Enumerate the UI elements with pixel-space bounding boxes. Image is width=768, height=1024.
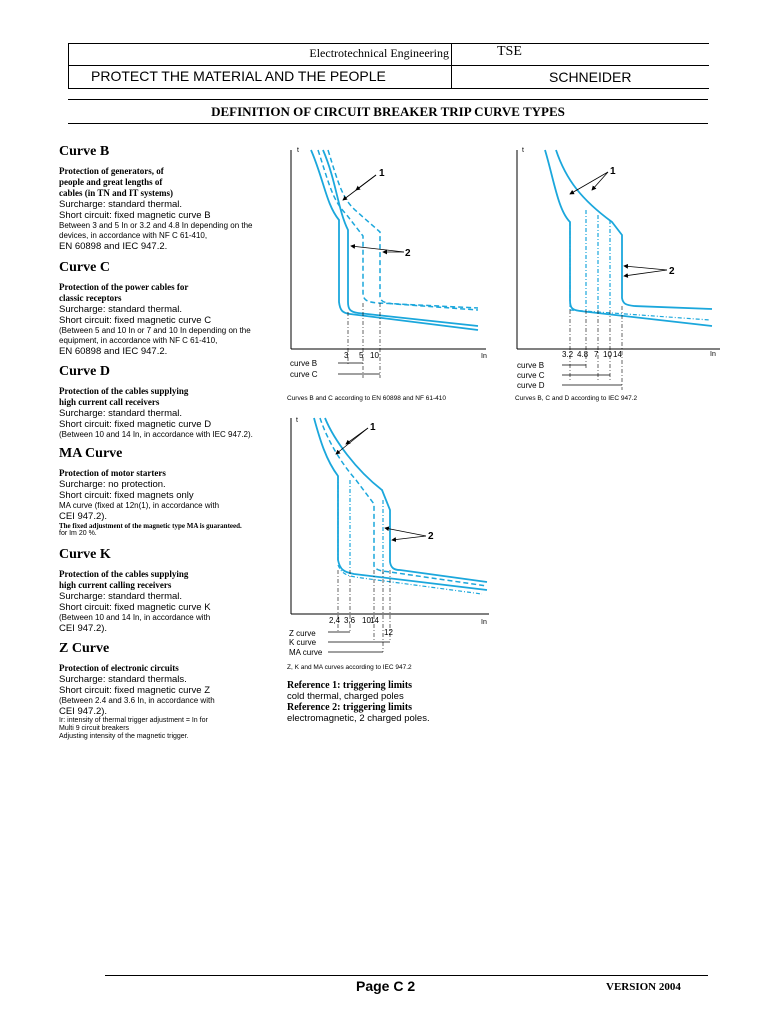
title-rule xyxy=(68,99,708,100)
callout-arrow xyxy=(385,528,426,536)
section-sub: Protection of generators, of xyxy=(59,166,164,176)
x-tick: 10 xyxy=(603,350,612,359)
x-tick: 14 xyxy=(613,350,622,359)
section-small: devices, in accordance with NF C 61-410, xyxy=(59,231,208,240)
section-small: equipment, in accordance with NF C 61-410, xyxy=(59,336,218,345)
section-line: Short circuit: fixed magnetic curve K xyxy=(59,602,211,613)
section-line: Short circuit: fixed magnetic curve B xyxy=(59,210,211,221)
section-small: (Between 10 and 14 In, in accordance with IEC 947.2). xyxy=(59,430,253,439)
x-tick: 5 xyxy=(359,351,364,360)
curve-range-label: curve C xyxy=(517,371,545,380)
callout-label: 2 xyxy=(405,248,411,259)
curve-range-label: curve B xyxy=(517,361,545,370)
reference-block xyxy=(287,680,430,724)
trip-curve-diagram-bc xyxy=(280,140,500,385)
section-line: Surcharge: standard thermal. xyxy=(59,591,183,602)
section-line: Surcharge: no protection. xyxy=(59,479,166,490)
trip-curve-diagram-bcd xyxy=(510,140,725,395)
page-number: Page C 2 xyxy=(356,978,416,994)
diagram-caption: Curves B and C according to EN 60898 and NF 61-410 xyxy=(287,395,446,402)
curve-range-label: curve C xyxy=(290,370,318,379)
section-line: EN 60898 and IEC 947.2. xyxy=(59,346,168,357)
section-line: Surcharge: standard thermal. xyxy=(59,199,183,210)
footer-rule xyxy=(105,975,708,976)
section-curve-d xyxy=(59,363,289,440)
curve-c-min xyxy=(318,150,478,308)
curve-b-min xyxy=(323,150,478,326)
section-sub: high current call receivers xyxy=(59,397,160,407)
callout-arrow xyxy=(343,175,376,200)
trip-curve-diagram-zkma xyxy=(282,410,502,660)
section-line: Short circuit: fixed magnets only xyxy=(59,490,194,501)
section-curve-z xyxy=(59,640,289,741)
diagram-caption: Z, K and MA curves according to IEC 947.2 xyxy=(287,664,412,671)
section-small: (Between 10 and 14 In, in accordance with xyxy=(59,613,211,622)
header-divider xyxy=(451,44,452,88)
section-sub: Protection of the cables supplying xyxy=(59,569,189,579)
header-divider xyxy=(69,65,709,66)
title-rule xyxy=(68,123,708,124)
curve-k-max xyxy=(325,418,487,582)
curve-range-label: Z curve xyxy=(289,629,316,638)
section-footnote: for Im 20 %. xyxy=(59,530,97,537)
curve-range-label: MA curve xyxy=(289,648,323,657)
section-line: Surcharge: standard thermal. xyxy=(59,408,183,419)
section-heading: Curve K xyxy=(59,547,111,562)
section-sub: classic receptors xyxy=(59,293,122,303)
section-sub: Protection of the cables supplying xyxy=(59,386,189,396)
section-sub: Protection of the power cables for xyxy=(59,282,189,292)
section-heading: Curve D xyxy=(59,364,110,379)
y-axis-label: t xyxy=(296,417,298,424)
curve-range-label: K curve xyxy=(289,638,317,647)
diagram-caption: Curves B, C and D according to IEC 947.2 xyxy=(515,395,638,402)
header-code: TSE xyxy=(497,44,522,59)
callout-label: 1 xyxy=(370,422,376,433)
x-tick: 12 xyxy=(384,628,393,637)
x-axis-label: In xyxy=(481,619,487,626)
x-tick: 10 xyxy=(370,351,379,360)
curve-range-label: curve D xyxy=(517,381,545,390)
curve-c-max xyxy=(328,150,478,310)
section-heading: Z Curve xyxy=(59,641,110,656)
callout-label: 2 xyxy=(669,266,675,277)
curve-k-min xyxy=(320,418,487,586)
callout-arrow xyxy=(570,172,608,194)
section-line: Short circuit: fixed magnetic curve Z xyxy=(59,685,210,696)
version-label: VERSION 2004 xyxy=(606,981,681,993)
section-heading: MA Curve xyxy=(59,446,123,461)
section-line: CEI 947.2). xyxy=(59,706,108,717)
section-heading: Curve C xyxy=(59,260,110,275)
section-line: CEI 947.2). xyxy=(59,623,108,634)
section-curve-ma xyxy=(59,445,289,538)
x-tick: 3,6 xyxy=(344,616,356,625)
section-line: Surcharge: standard thermal. xyxy=(59,304,183,315)
curve-z-tail xyxy=(338,565,482,594)
section-line: EN 60898 and IEC 947.2. xyxy=(59,241,168,252)
section-curve-b xyxy=(59,143,289,252)
section-sub: high current calling receivers xyxy=(59,580,172,590)
x-axis-label: In xyxy=(710,351,716,358)
callout-label: 2 xyxy=(428,531,434,542)
callout-arrow xyxy=(592,172,608,190)
x-tick: 4.8 xyxy=(577,350,589,359)
y-axis-label: t xyxy=(297,147,299,154)
x-axis-label: In xyxy=(481,353,487,360)
section-small: (Between 2.4 and 3.6 In, in accordance with xyxy=(59,696,215,705)
section-sub: cables (in TN and IT systems) xyxy=(59,188,173,198)
callout-label: 1 xyxy=(610,166,616,177)
page-title: DEFINITION OF CIRCUIT BREAKER TRIP CURVE TYPES xyxy=(211,104,565,119)
curve-max xyxy=(556,150,712,309)
header-table xyxy=(68,43,709,89)
header-motto: PROTECT THE MATERIAL AND THE PEOPLE xyxy=(91,68,386,84)
callout-arrow xyxy=(351,246,404,252)
section-note: Ir: intensity of thermal trigger adjustment = In for xyxy=(59,717,208,724)
x-tick: 3.2 xyxy=(562,350,574,359)
callout-arrow xyxy=(392,536,426,540)
section-line: Short circuit: fixed magnetic curve D xyxy=(59,419,212,430)
section-note: Adjusting intensity of the magnetic trigger. xyxy=(59,733,189,740)
callout-label: 1 xyxy=(379,168,385,179)
callout-arrow xyxy=(624,266,667,270)
x-tick: 3 xyxy=(344,351,349,360)
section-small: (Between 5 and 10 In or 7 and 10 In depending on the xyxy=(59,326,251,335)
reference-title: Reference 2: triggering limits xyxy=(287,702,413,713)
x-tick: 10 xyxy=(362,616,371,625)
x-tick: 7 xyxy=(594,350,599,359)
section-line: Short circuit: fixed magnetic curve C xyxy=(59,315,212,326)
reference-text: electromagnetic, 2 charged poles. xyxy=(287,713,430,724)
section-curve-c xyxy=(59,259,289,357)
section-note: Multi 9 circuit breakers xyxy=(59,725,130,732)
section-footnote: The fixed adjustment of the magnetic type MA is guaranteed. xyxy=(59,522,242,530)
reference-text: cold thermal, charged poles xyxy=(287,691,404,702)
section-line: CEI 947.2). xyxy=(59,511,108,522)
section-line: Surcharge: standard thermals. xyxy=(59,674,187,685)
callout-arrow xyxy=(624,270,667,276)
section-curve-k xyxy=(59,546,289,634)
section-sub: Protection of electronic circuits xyxy=(59,663,179,673)
header-org: Electrotechnical Engineering xyxy=(309,46,449,60)
header-company: SCHNEIDER xyxy=(549,69,632,85)
section-small: MA curve (fixed at 12n(1), in accordance with xyxy=(59,501,220,510)
section-small: Between 3 and 5 In or 3.2 and 4.8 In depending on the xyxy=(59,221,253,230)
reference-title: Reference 1: triggering limits xyxy=(287,680,413,691)
section-sub: Protection of motor starters xyxy=(59,468,166,478)
section-heading: Curve B xyxy=(59,144,110,159)
y-axis-label: t xyxy=(522,147,524,154)
section-sub: people and great lengths of xyxy=(59,177,163,187)
x-tick: 14 xyxy=(370,616,379,625)
callout-arrow xyxy=(336,428,368,454)
curve-range-label: curve B xyxy=(290,359,318,368)
x-tick: 2,4 xyxy=(329,616,341,625)
